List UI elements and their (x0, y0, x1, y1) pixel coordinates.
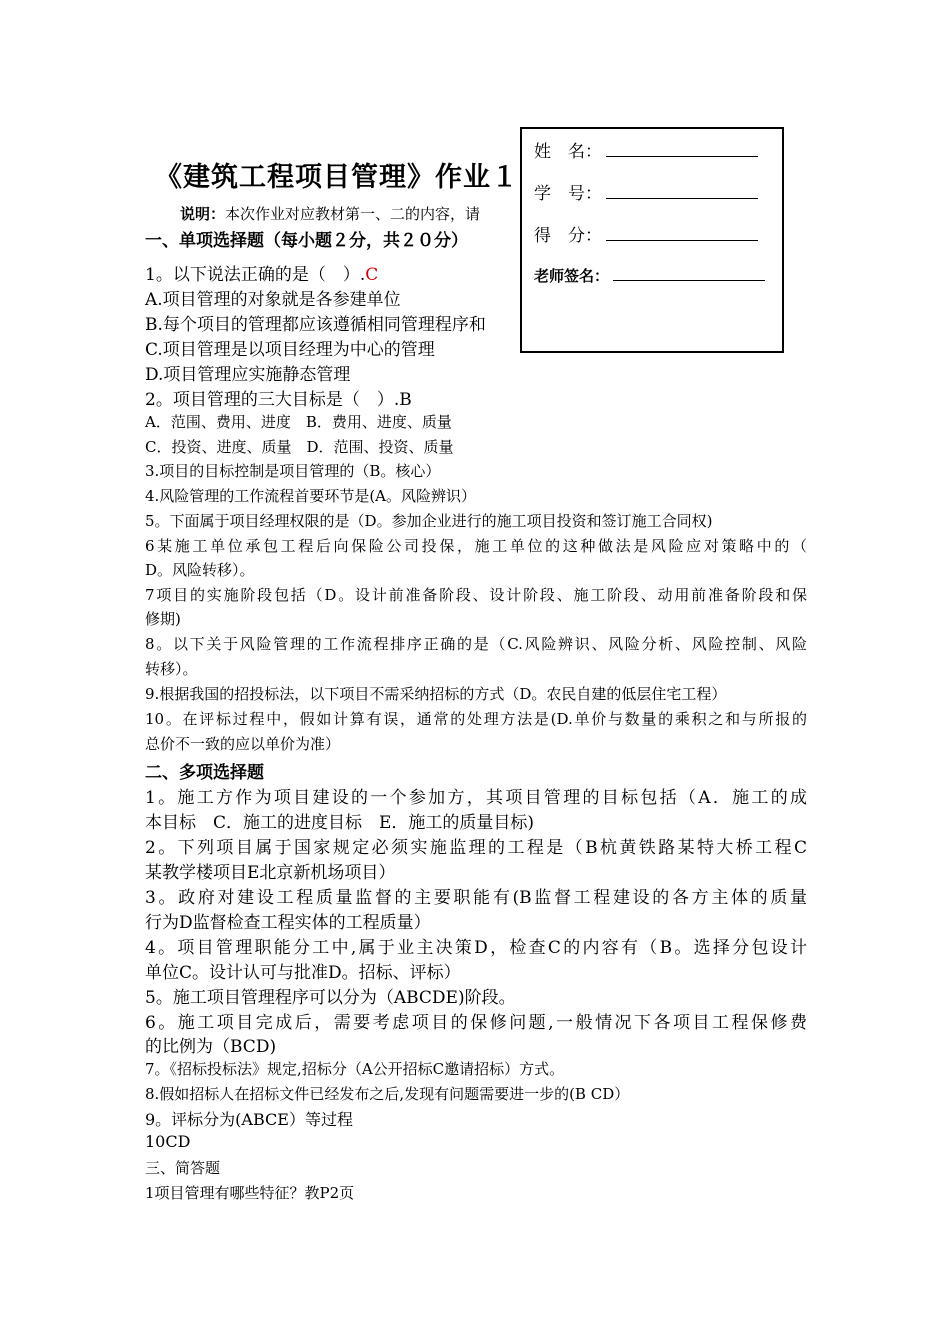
s1-q8-line1: 8。以下关于风险管理的工作流程排序正确的是（C.风险辨识、风险分析、风险控制、风险 (145, 635, 807, 653)
teacher-signature-row (534, 265, 765, 286)
s2-q2-line2: 某教学楼项目E北京新机场项目） (145, 863, 396, 883)
document-title: 《建筑工程项目管理》作业１ (155, 162, 519, 193)
s2-q3-line1: 3。政府对建设工程质量监督的主要职能有(B监督工程建设的各方主体的质量 (145, 888, 807, 908)
s1-q10-line2: 总价不一致的应以单价为准） (145, 735, 341, 753)
s2-q5: 5。施工项目管理程序可以分为（ABCDE)阶段。 (145, 988, 516, 1008)
instructions-note (180, 203, 480, 224)
name-label: 姓 名： (534, 142, 602, 162)
s1-q7-line2: 修期) (145, 610, 181, 628)
s1-q2: 2。项目管理的三大目标是（ ）.B (145, 390, 412, 410)
name-row (534, 137, 758, 162)
s1-q10 (145, 708, 807, 729)
s3-q1: 1项目管理有哪些特征？教P2页 (145, 1184, 355, 1202)
s2-q9: 9。评标分为(ABCE）等过程 (145, 1110, 353, 1129)
s1-q2-options-cd: C．投资、进度、质量 D．范围、投资、质量 (145, 438, 454, 456)
s2-q1-line2: 本目标 C．施工的进度目标 E．施工的质量目标) (145, 813, 535, 833)
s2-q7: 7。《招标投标法》规定,招标分（A公开招标C邀请招标）方式。 (145, 1060, 565, 1078)
student-id-row (534, 179, 758, 204)
s1-q1-option-d: D.项目管理应实施静态管理 (145, 365, 351, 385)
teacher-signature-label: 老师签名： (534, 267, 610, 285)
s2-q8: 8.假如招标人在招标文件已经发布之后,发现有问题需要进一步的(B CD） (145, 1085, 630, 1103)
section2-heading: 二、多项选择题 (145, 763, 264, 783)
s1-q6-line2: D。风险转移）。 (145, 561, 255, 579)
s1-q5: 5。下面属于项目经理权限的是（D。参加企业进行的施工项目投资和签订施工合同权) (145, 512, 713, 530)
s1-q1-option-c: C.项目管理是以项目经理为中心的管理 (145, 340, 435, 360)
s2-q3 (145, 883, 807, 908)
s1-q2-options-ab: A．范围、费用、进度 B．费用、进度、质量 (145, 413, 452, 431)
s2-q1 (145, 783, 807, 808)
s2-q6-line1: 6。施工项目完成后，需要考虑项目的保修问题,一般情况下各项目工程保修费 (145, 1013, 807, 1033)
s1-q3: 3.项目的目标控制是项目管理的（B。核心） (145, 462, 441, 480)
note-label: 说明： (180, 205, 226, 223)
s1-q9: 9.根据我国的招投标法，以下项目不需采纳招标的方式（D。农民自建的低层住宅工程） (145, 685, 727, 703)
s2-q3-line2: 行为D监督检查工程实体的工程质量） (145, 913, 431, 933)
section1-heading: 一、单项选择题（每小题２分，共２０分） (145, 231, 468, 251)
student-id-label: 学 号： (534, 184, 602, 204)
s1-q10-line1: 10。在评标过程中，假如计算有误，通常的处理方法是(D.单价与数量的乘积之和与所报的 (145, 710, 807, 728)
s1-q1 (145, 260, 378, 285)
score-field-line[interactable] (606, 226, 758, 241)
s2-q4-line2: 单位C。设计认可与批准D。招标、评标） (145, 963, 461, 983)
s1-q6-line1: 6某施工单位承包工程后向保险公司投保，施工单位的这种做法是风险应对策略中的（ (145, 537, 807, 555)
s1-q1-option-b: B.每个项目的管理都应该遵循相同管理程序和 (145, 315, 486, 335)
s1-q1-answer: C (365, 265, 379, 285)
s1-q1-text: 1。以下说法正确的是（ ）. (145, 265, 366, 285)
s1-q8-line2: 转移）。 (145, 660, 198, 678)
s2-q10: 10CD (145, 1132, 191, 1151)
s2-q2 (145, 833, 807, 858)
s2-q6 (145, 1008, 807, 1033)
student-id-field-line[interactable] (606, 184, 758, 199)
name-field-line[interactable] (606, 142, 758, 157)
s1-q7 (145, 584, 807, 605)
s1-q4: 4.风险管理的工作流程首要环节是(A。风险辨识） (145, 487, 476, 505)
s1-q8 (145, 633, 807, 654)
s1-q6 (145, 535, 807, 556)
student-info-box (520, 127, 784, 353)
s2-q6-line2: 的比例为（BCD) (145, 1037, 277, 1057)
s1-q7-line1: 7项目的实施阶段包括（D。设计前准备阶段、设计阶段、施工阶段、动用前准备阶段和保 (145, 586, 807, 604)
note-text: 本次作业对应教材第一、二的内容，请 (225, 205, 481, 223)
section3-heading: 三、简答题 (145, 1159, 221, 1177)
s2-q1-line1: 1。施工方作为项目建设的一个参加方，其项目管理的目标包括（A．施工的成 (145, 788, 807, 808)
s1-q1-option-a: A.项目管理的对象就是各参建单位 (145, 290, 401, 310)
score-label: 得 分： (534, 226, 602, 246)
score-row (534, 221, 758, 246)
s2-q4 (145, 933, 807, 958)
s2-q4-line1: 4。项目管理职能分工中,属于业主决策D，检查C的内容有（B。选择分包设计 (145, 938, 807, 958)
s2-q2-line1: 2。下列项目属于国家规定必须实施监理的工程是（B杭黄铁路某特大桥工程C (145, 838, 807, 858)
teacher-signature-line[interactable] (613, 266, 765, 281)
